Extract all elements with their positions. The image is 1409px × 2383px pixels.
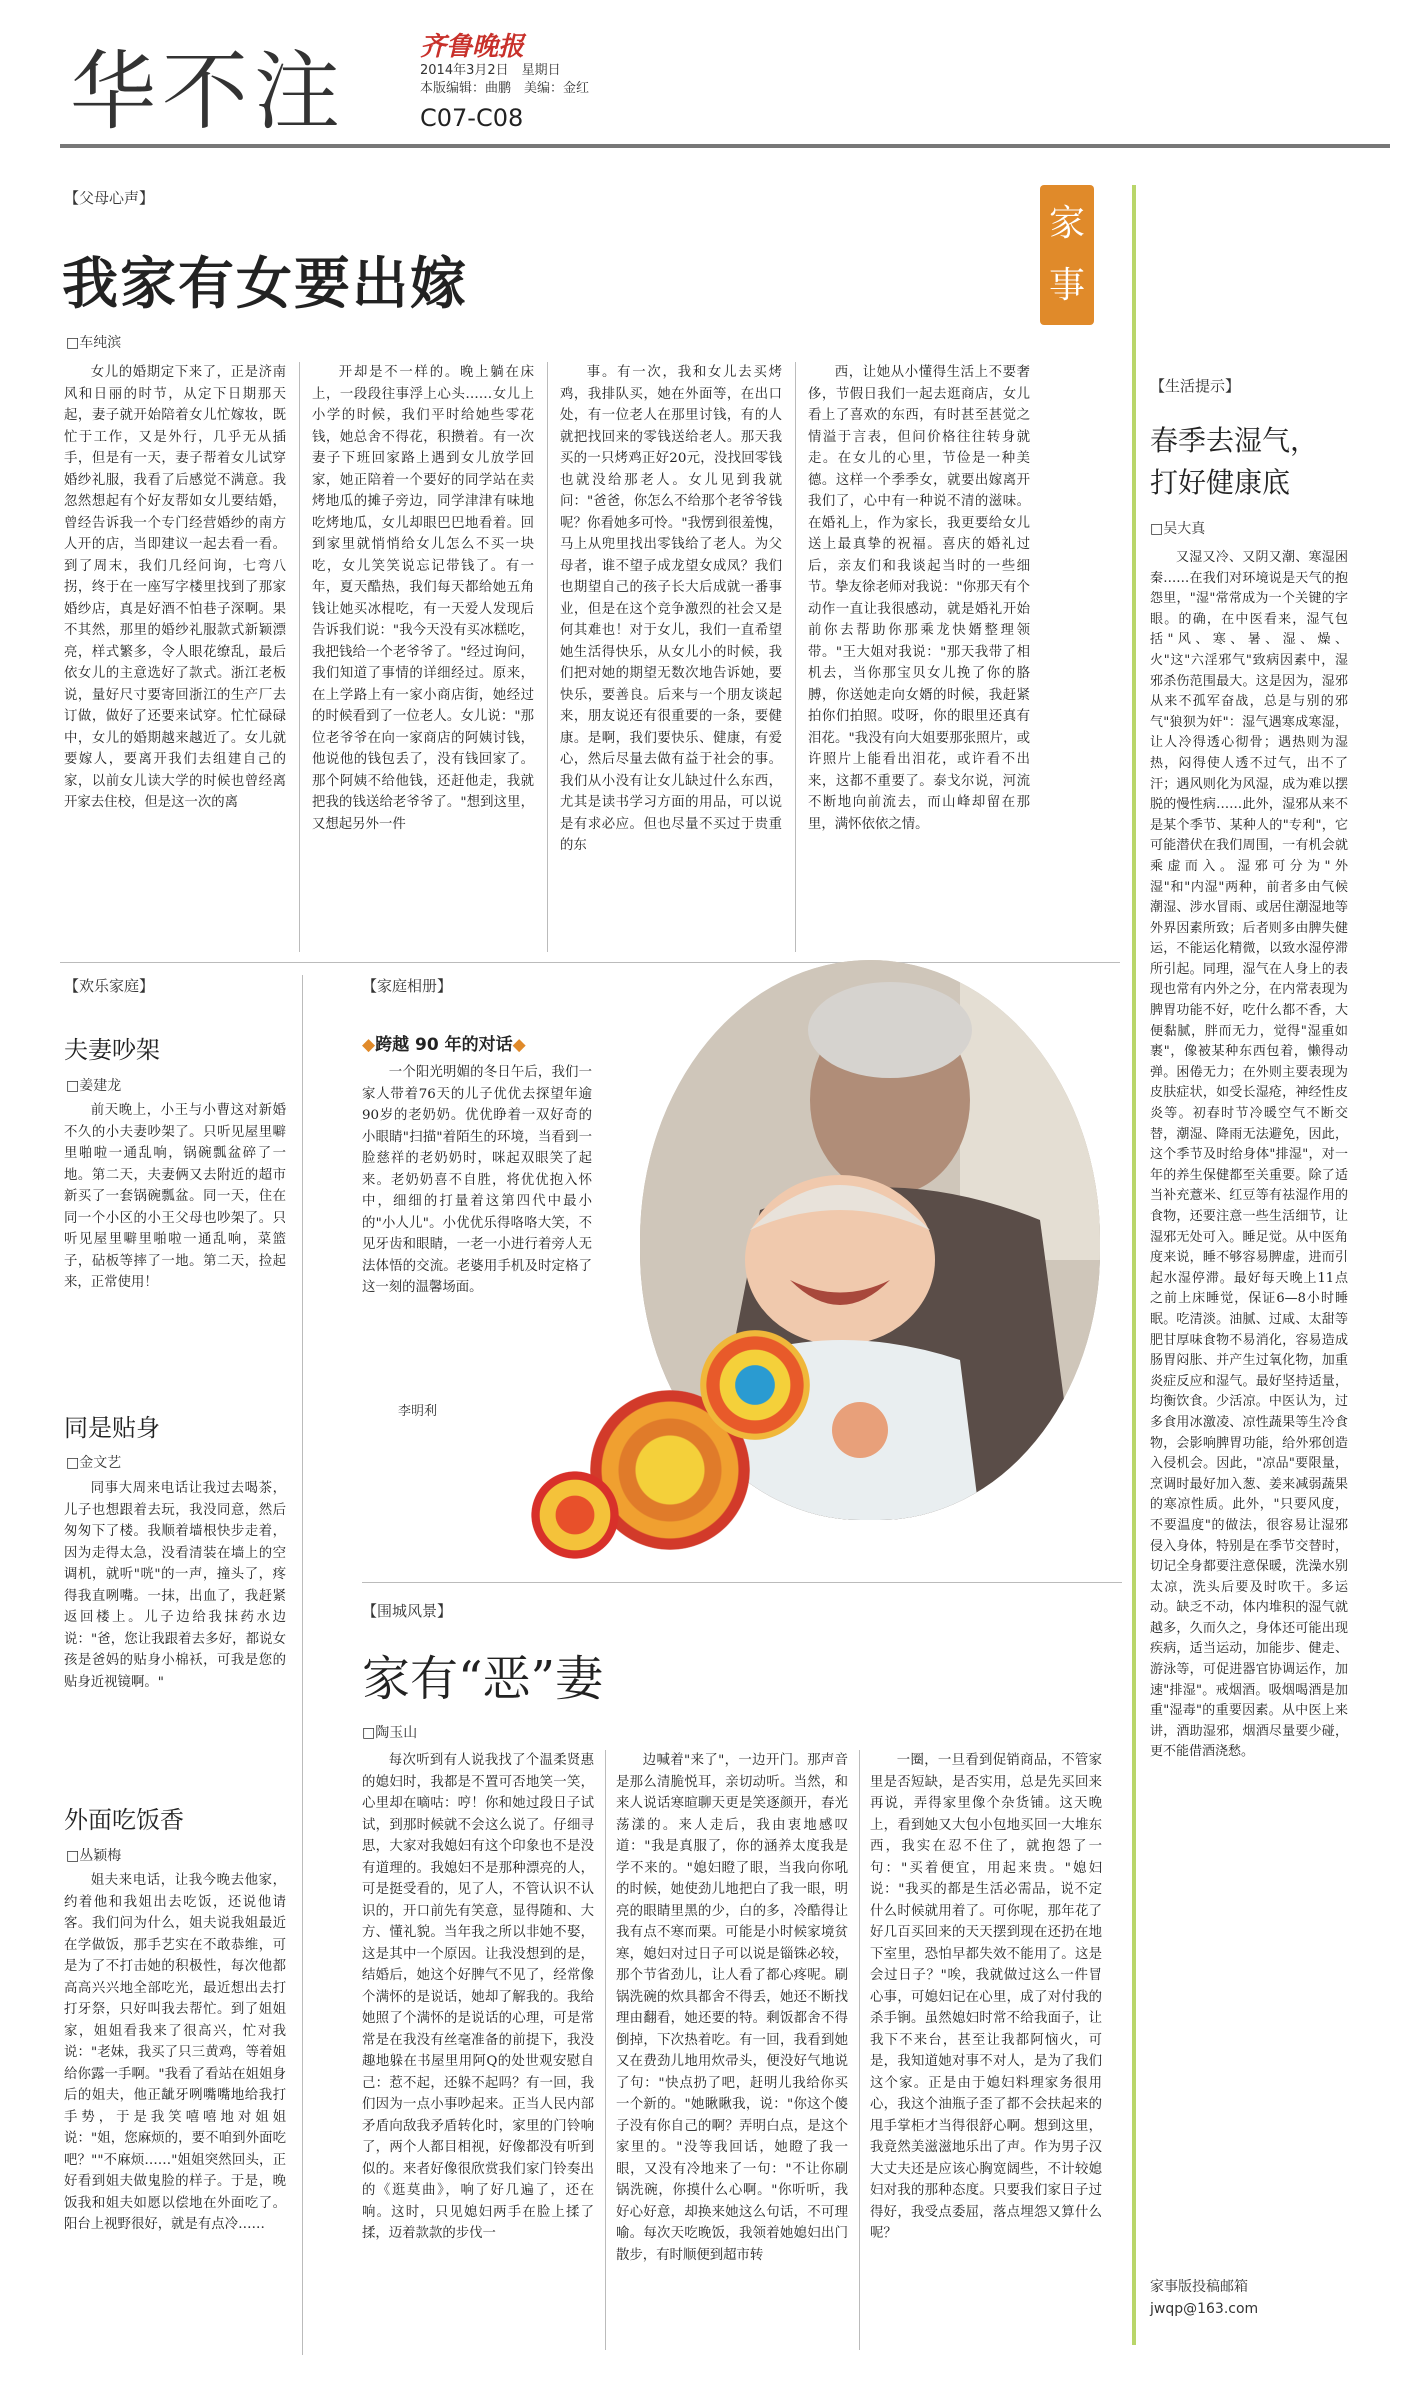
masthead <box>60 20 1390 148</box>
wife-col-2: 边喊着"来了"，一边开门。那声音是那么清脆悦耳，亲切动听。当然，和来人说话寒暄聊天更是笑逐颜开，春光荡漾的。来人走后，我由衷地感叹道："我是真服了，你的涵养太度我是学不来的。"媳妇瞪了眼，当我向你吼的时候，她使劲儿地把白了我一眼，明亮的眼睛里黑的少，白的多，冷酷得让我有点不寒而栗。可能是小时候家境贫寒，媳妇对过日子可以说是锱铢必较，那个节省劲儿，让人看了都心疼呢。刷锅洗碗的炊具都舍不得丢，她还不断找理由翻看，她还要的特。剩饭都舍不得倒掉，下次热着吃。有一回，我看到她又在费劲儿地用炊帚头，便没好气地说了句："快点扔了吧，赶明儿我给你买一个新的。"她瞅瞅我，说："你这个傻子没有你自己的啊？弄明白点，是这个家里的。"没等我回话，她瞪了我一眼，又没有冷地来了一句："不让你刷锅洗碗，你摸什么心啊。"你听听，我好心好意，却换来她这么句话，不可理喻。每次天吃晚饭，我领着她媳妇出门散步，有时顺便到超市转 <box>616 1753 848 2263</box>
sidebar-title-line2: 打好健康底 <box>1150 466 1291 499</box>
badge-text: 家事 <box>1048 203 1085 306</box>
wife-headline: 家有“恶”妻 <box>362 1651 604 1707</box>
sunflower-icon <box>700 1330 810 1440</box>
main-col-2: 开却是不一样的。晚上躺在床上，一段段往事浮上心头……女儿上小学的时候，我们平时给她些零花钱，她总舍不得花，积攒着。有一次妻子下班回家路上遇到女儿放学回家，她正陪着一个要好的同学站在卖烤地瓜的摊子旁边，同学津津有味地吃烤地瓜，女儿却眼巴巴地看着。回到家里就悄悄给女儿怎么不买一块吃，女儿笑笑说忘记带钱了。有一年，夏天酷热，我们每天都给她五角钱让她买冰棍吃，有一天爱人发现后告诉我们说："我今天没有买冰糕吃，我把钱给一个老爷爷了。"经过询问，我们知道了事情的详细经过。原来，在上学路上有一家小商店街，她经过的时候看到了一位老人。女儿说："那位老爷爷在向一家商店的阿姨讨钱，他说他的钱包丢了，没有钱回家了。那个阿姨不给他钱，还赶他走，我就把我的钱送给老爷爷了。"想到这里，又想起另外一件 <box>312 365 534 832</box>
col-divider <box>302 975 303 2355</box>
album-title <box>362 1030 526 1055</box>
section-title: 华不注 <box>70 42 346 142</box>
editor-line: 本版编辑：曲鹏 美编：金红 <box>420 81 590 96</box>
wife-col-1: 每次听到有人说我找了个温柔贤惠的媳妇时，我都是不置可否地笑一笑，心里却在嘀咕：哼！你和她过段日子试试，到那时候就不会这么说了。仔细寻思，大家对我媳妇有这个印象也不是没有道理的。我媳妇不是那种漂亮的人，可是挺受看的，见了人，不管认识不认识的，开口前先有笑意，显得随和、大方、懂礼貌。当年我之所以非她不娶，这是其中一个原因。让我没想到的是，结婚后，她这个好脾气不见了，经常像个满怀的是说话，她却了解我的。我给她照了个满怀的是说话的心理，可是常常是在我没有丝毫准备的前提下，我没趣地躲在书屋里用阿Q的处世观安慰自己：惹不起，还躲不起吗？有一回，我们因为一点小事吵起来。正当人民内部矛盾向敌我矛盾转化时，家里的门铃响了，两个人都目相视，好像都没有听到似的。来者好像很欣赏我们家门铃奏出的《逛莫曲》，响了好几遍了，还在响。这时，只见媳妇两手在脸上揉了揉，迈着款款的步伐一 <box>362 1753 594 2241</box>
col-divider <box>299 362 300 952</box>
main-tag: 【父母心声】 <box>64 189 155 207</box>
section-badge <box>1040 185 1094 325</box>
sunflower-icon <box>530 1470 620 1560</box>
story2-author: □金文艺 <box>66 1455 122 1471</box>
sidebar-author: □吴大真 <box>1150 521 1206 537</box>
story2-title: 同是贴身 <box>64 1414 160 1442</box>
sidebar-rule <box>1132 185 1136 2345</box>
story3-author: □丛颖梅 <box>66 1848 122 1864</box>
story2-body: 同事大周来电话让我过去喝茶，儿子也想跟着去玩，我没同意，然后匆匆下了楼。我顺着墙根快步走着，因为走得太急，没看清装在墙上的空调机，就听"咣"的一声，撞头了，疼得我直咧嘴。一抹，出血了，我赶紧返回楼上。儿子边给我抹药水边说："爸，您让我跟着去多好，都说女孩是爸妈的贴身小棉袄，可我是您的贴身近视镜啊。" <box>64 1481 286 1690</box>
story1-author: □姜建龙 <box>66 1078 122 1094</box>
wife-tag: 【围城风景】 <box>362 1602 453 1620</box>
submission-label: 家事版投稿邮箱 <box>1150 2279 1248 2295</box>
main-headline: 我家有女要出嫁 <box>62 251 468 317</box>
photo-credit: 李明利 <box>398 1404 438 1419</box>
main-col-4: 西，让她从小懂得生活上不要奢侈，节假日我们一起去逛商店，女儿看上了喜欢的东西，有时甚至甚觉之情溢于言表，但问价格往往转身就走。在女儿的心里，节俭是一种美德。这样一个季季女，就要出嫁离开我们了，心中有一种说不清的滋味。在婚礼上，作为家长，我更要给女儿送上最真挚的祝福。喜庆的婚礼过后，亲友们和我谈起当时的一些细节。挚友徐老师对我说："你那天有个动作一直让我很感动，就是婚礼开始前你去帮助你那乘龙快婿整理领带。"王大姐对我说："那天我带了相机去，当你那宝贝女儿挽了你的胳膊，你送她走向女婿的时候，我赶紧拍你们拍照。哎呀，你的眼里还真有泪花。"我没有向大姐要那张照片，或许照片上能看出泪花，或许看不出来，这都不重要了。泰戈尔说，河流不断地向前流去，而山峰却留在那里，满怀依依之情。 <box>808 365 1030 832</box>
sidebar-body: 又湿又冷、又阴又潮、寒湿困秦……在我们对环境说是天气的抱怨里，"湿"常常成为一个关键的字眼。的确，在中医看来，湿气包括"风、寒、暑、湿、燥、火"这"六淫邪气"致病因素中，湿邪杀伤范围最大。这是因为，湿邪从来不孤军奋战，总是与别的邪气"狼狈为奸"：湿气遇寒成寒湿，让人冷得透心彻骨；遇热则为湿热，闷得使人透不过气，出不了汗；遇风则化为风湿，成为难以摆脱的慢性病……此外，湿邪从来不是某个季节、某种人的"专利"，它可能潜伏在我们周围，一有机会就乘虚而入。湿邪可分为"外湿"和"内湿"两种，前者多由气候潮湿、涉水冒雨、或居住潮湿地等外界因素所致；后者则多由脾失健运，不能运化精微，以致水湿停滞所引起。同理，湿气在人身上的表现也常有内外之分，在内常表现为脾胃功能不好，吃什么都不香，大便黏腻，胖而无力，觉得"湿重如裹"，像被某种东西包着，懒得动弹。困倦无力；在外则主要表现为皮肤症状，如受长湿疮，神经性皮炎等。初春时节冷暖空气不断交替，潮湿、降雨无法避免，因此，这个季节及时给身体"排湿"，对一年的养生保健都至关重要。除了适当补充薏米、红豆等有祛湿作用的食物，还要注意一些生活细节，让湿邪无处可入。睡足觉。从中医角度来说，睡不够容易脾虚，进而引起水湿停滞。最好每天晚上11点之前上床睡觉，保证6—8小时睡眠。吃清淡。油腻、过咸、太甜等肥甘厚味食物不易消化，容易造成肠胃闷胀、并产生过氧化物，加重炎症反应和湿气。最好坚持适量，均衡饮食。少活凉。中医认为，过多食用冰激凌、凉性蔬果等生冷食物，会影响脾胃功能，给外邪创造入侵机会。因此，"凉品"要限量，烹调时最好加入葱、姜来减弱蔬果的寒凉性质。此外，"只要风度，不要温度"的做法，很容易让湿邪侵入身体，特别是在季节交替时，切记全身都要注意保暖，洗澡水别太凉，洗头后要及时吹干。多运动。缺乏不动，体内堆积的湿气就越多，久而久之，身体还可能出现疾病，适当运动，加能步、健走、游泳等，可促进器官协调运作，加速"排湿"。戒烟酒。吸烟喝酒是加重"湿毒"的重要因素。从中医上来讲，酒助湿邪，烟酒尽量要少碰，更不能借酒浇愁。 <box>1150 550 1348 1760</box>
story1-body: 前天晚上，小王与小曹这对新婚不久的小夫妻吵架了。只听见屋里噼里啪啦一通乱响，锅碗瓢盆碎了一地。第二天，夫妻俩又去附近的超市新买了一套锅碗瓢盆。同一天，住在同一个小区的小王父母也吵架了。只听见屋里噼里啪啦一通乱响，菜篮子，砧板等摔了一地。第二天，捡起来，正常使用！ <box>64 1103 286 1290</box>
diamond-icon: ◆ <box>362 1035 376 1055</box>
date-line: 2014年3月2日 星期日 <box>420 63 561 78</box>
album-tag: 【家庭相册】 <box>362 977 453 995</box>
section-divider <box>60 962 1120 963</box>
main-author: □车纯滨 <box>66 335 122 351</box>
story3-title: 外面吃饭香 <box>64 1806 184 1834</box>
album-title-text: 跨越 90 年的对话 <box>375 1035 513 1055</box>
page-numbers: C07-C08 <box>420 104 524 132</box>
story1-title: 夫妻吵架 <box>64 1036 160 1064</box>
col-divider <box>605 1750 606 2350</box>
album-body: 一个阳光明媚的冬日午后，我们一家人带着76天的儿子优优去探望年逾90岁的老奶奶。优优睁着一双好奇的小眼睛"扫描"着陌生的环境，当看到一脸慈祥的老奶奶时，咪起双眼笑了起来。老奶奶喜不自胜，将优优抱入怀中，细细的打量着这第四代中最小的"小人儿"。小优优乐得咯咯大笑，不见牙齿和眼睛，一老一小进行着旁人无法体悟的交流。老婆用手机及时定格了这一刻的温馨场面。 <box>362 1065 592 1295</box>
col-divider <box>547 362 548 952</box>
family-tag: 【欢乐家庭】 <box>64 977 155 995</box>
diamond-icon: ◆ <box>512 1035 526 1055</box>
section-divider <box>362 1582 1122 1583</box>
wife-col-3: 一圈，一旦看到促销商品，不管家里是否短缺，是否实用，总是先买回来再说，弄得家里像个杂货铺。这天晚上，看到她又大包小包地买回一大堆东西，我实在忍不住了，就抱怨了一句："买着便宜，用起来贵。"媳妇说："我买的都是生活必需品，说不定什么时候就用着了。可你呢，那年花了好几百买回来的天天摆到现在还扔在地下室里，恐怕早都失效不能用了。这是会过日子？"唉，我就做过这么一件冒心事，可媳妇记在心里，成了对付我的杀手锏。虽然媳妇时常不给我面子，让我下不来台，甚至让我都阿恼火，可是，我知道她对事不对人，是为了我们这个家。正是由于媳妇料理家务很用心，我这个油瓶子歪了都不会扶起来的甩手掌柜才当得很舒心啊。想到这里，我竟然美滋滋地乐出了声。作为男子汉大丈夫还是应该心胸宽阔些，不计较媳妇对我的那种态度。只要我们家日子过得好，我受点委屈，落点埋怨又算什么呢？ <box>870 1753 1102 2241</box>
paper-logo: 齐鲁晚报 <box>420 32 525 62</box>
sidebar-title-line1: 春季去湿气， <box>1150 424 1319 457</box>
main-col-3: 事。有一次，我和女儿去买烤鸡，我排队买，她在外面等，在出口处，有一位老人在那里讨钱，有的人就把找回来的零钱送给老人。那天我买的一只烤鸡正好20元，没找回零钱也就没给那老人。女儿见到我就问："爸爸，你怎么不给那个老爷爷钱呢？你看她多可怜。"我愣到很羞愧，马上从兜里找出零钱给了老人。为父母者，谁不望子成龙望女成凤？我们也期望自己的孩子长大后成就一番事业，但是在这个竞争激烈的社会又是何其难也！对于女儿，我们一直希望她生活得快乐，从女儿小的时候，我们把对她的期望无数次地告诉她，要快乐，要善良。后来与一个朋友谈起来，朋友说还有很重要的一条，要健康。是啊，我们要快乐、健康，有爱心，然后尽量去做有益于社会的事。我们从小没有让女儿缺过什么东西，尤其是读书学习方面的用品，可以说是有求必应。但也尽量不买过于贵重的东 <box>560 365 782 853</box>
col-divider <box>859 1750 860 2350</box>
sidebar-tag: 【生活提示】 <box>1150 377 1241 395</box>
sidebar-title <box>1150 420 1318 504</box>
story3-body: 姐夫来电话，让我今晚去他家，约着他和我姐出去吃饭，还说他请客。我们问为什么，姐夫说我姐最近在学做饭，那手艺实在不敢恭维，可是为了不打击她的积极性，每次他都高高兴兴地全部吃光，最近想出去打打牙祭，只好叫我去帮忙。到了姐姐家，姐姐看我来了很高兴，忙对我说："老妹，我买了只三黄鸡，等着姐给你露一手啊。"我看了看站在姐姐身后的姐夫，他正龇牙咧嘴嘴地给我打手势，于是我笑嘻嘻地对姐姐说："姐，您麻烦的，要不咱到外面吃吧？""不麻烦……"姐姐突然回头，正好看到姐夫做鬼脸的样子。于是，晚饭我和姐夫如愿以偿地在外面吃了。阳台上视野很好，就是有点冷…… <box>64 1873 286 2232</box>
col-divider <box>795 362 796 952</box>
main-col-1: 女儿的婚期定下来了，正是济南风和日丽的时节，从定下日期那天起，妻子就开始陪着女儿忙嫁妆，既忙于工作，又是外行，几乎无从插手，但是有一天，妻子帮着女儿试穿婚纱礼服，我看了后感觉不满意。我忽然想起有个好友帮如女儿要结婚，曾经告诉我一个专门经营婚纱的南方人开的店，当即建议一起去看一看。到了周末，我们几经问询，七弯八拐，终于在一座写字楼里找到了那家婚纱店，真是好酒不怕巷子深啊。果不其然，那里的婚纱礼服款式新颖漂亮，样式繁多，令人眼花缭乱，最后依女儿的主意选好了款式。浙江老板说，量好尺寸要寄回浙江的生产厂去订做，做好了还要来试穿。忙忙碌碌中，女儿的婚期越来越近了。女儿就要嫁人，要离开我们去组建自己的家，以前女儿读大学的时候也曾经离开家去住校，但是这一次的离 <box>64 365 286 810</box>
submission-email: jwqp@163.com <box>1150 2301 1259 2317</box>
wife-author: □陶玉山 <box>362 1725 418 1741</box>
submission-box <box>1150 2276 1258 2320</box>
